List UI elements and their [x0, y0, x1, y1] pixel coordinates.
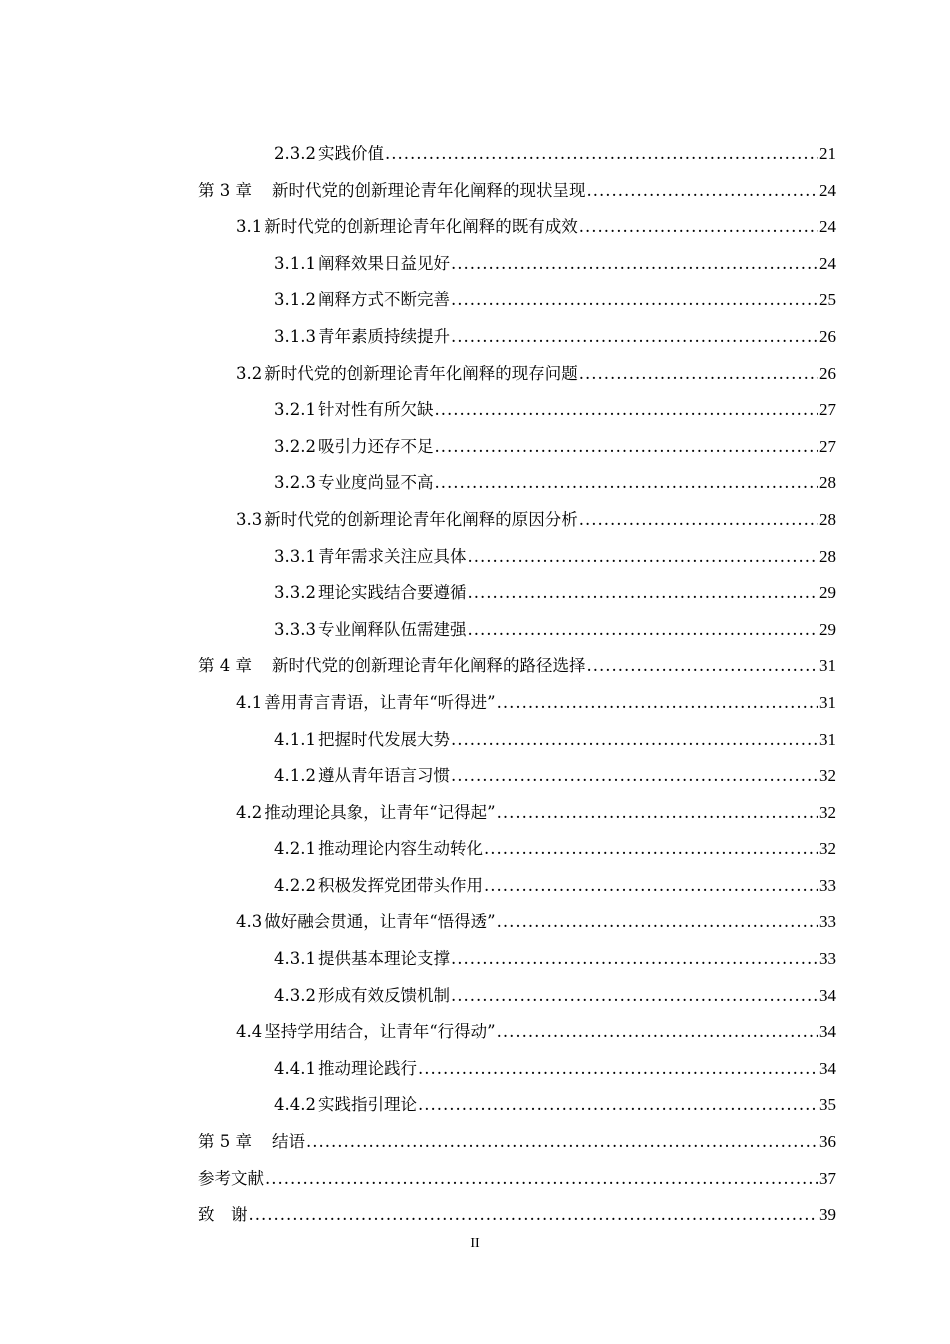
toc-entry-number: 4.2.1	[274, 839, 316, 859]
toc-entry[interactable]	[198, 246, 836, 283]
toc-entry[interactable]	[198, 136, 836, 173]
toc-entry[interactable]	[198, 173, 836, 210]
toc-entry-number: 3.3.3	[274, 619, 316, 639]
toc-entry[interactable]	[198, 282, 836, 319]
toc-entry-number: 第 4 章	[198, 656, 252, 676]
toc-entry[interactable]	[198, 502, 836, 539]
toc-entry-number: 第 3 章	[198, 180, 252, 200]
toc-entry-title: 做好融会贯通，让青年“悟得透”	[264, 912, 496, 932]
dot-leader	[434, 392, 818, 429]
toc-entry-title: 推动理论内容生动转化	[317, 839, 483, 859]
toc-entry[interactable]	[198, 722, 836, 759]
dot-leader	[385, 136, 818, 173]
toc-entry-page: 25	[819, 290, 836, 310]
dot-leader	[579, 502, 818, 539]
toc-entry-page: 32	[819, 766, 836, 786]
toc-entry-title: 吸引力还存不足	[317, 436, 434, 456]
toc-entry[interactable]	[198, 539, 836, 576]
toc-entry[interactable]	[198, 612, 836, 649]
dot-leader	[497, 904, 818, 941]
toc-entry-title: 实践指引理论	[317, 1095, 417, 1115]
toc-entry[interactable]	[198, 1161, 836, 1198]
dot-leader	[467, 575, 818, 612]
toc-entry[interactable]	[198, 575, 836, 612]
toc-entry-page: 37	[819, 1168, 836, 1188]
dot-leader	[497, 1014, 818, 1051]
toc-entry-title: 青年需求关注应具体	[317, 546, 467, 566]
dot-leader	[249, 1197, 819, 1234]
toc-entry[interactable]	[198, 429, 836, 466]
toc-entry-page: 31	[819, 692, 836, 712]
dot-leader	[467, 539, 818, 576]
toc-entry-page: 33	[819, 875, 836, 895]
toc-entry-page: 26	[819, 326, 836, 346]
toc-entry-number: 4.1.1	[274, 729, 316, 749]
toc-entry[interactable]	[198, 904, 836, 941]
dot-leader	[451, 941, 818, 978]
dot-leader	[418, 1087, 818, 1124]
toc-entry-page: 29	[819, 619, 836, 639]
dot-leader	[451, 319, 818, 356]
toc-entry-page: 28	[819, 546, 836, 566]
toc-entry[interactable]	[198, 1124, 836, 1161]
table-of-contents	[198, 136, 836, 1234]
toc-entry-number: 3.3.1	[274, 546, 316, 566]
dot-leader	[418, 1051, 818, 1088]
toc-entry-page: 32	[819, 839, 836, 859]
toc-entry-title: 致 谢	[198, 1205, 248, 1225]
toc-entry-number: 4.1.2	[274, 766, 316, 786]
toc-entry-number: 3.3.2	[274, 583, 316, 603]
toc-entry-page: 31	[819, 729, 836, 749]
toc-entry-page: 21	[819, 144, 836, 163]
toc-entry-title: 针对性有所欠缺	[317, 400, 434, 420]
toc-entry-page: 32	[819, 802, 836, 822]
toc-entry[interactable]	[198, 1197, 836, 1234]
toc-entry-number: 4.4.1	[274, 1058, 316, 1078]
toc-entry-title: 形成有效反馈机制	[317, 985, 450, 1005]
toc-entry-title: 新时代党的创新理论青年化阐释的既有成效	[264, 217, 578, 237]
toc-entry-number: 第 5 章	[198, 1132, 252, 1152]
toc-entry[interactable]	[198, 356, 836, 393]
toc-entry-title: 提供基本理论支撑	[317, 949, 450, 969]
toc-entry[interactable]	[198, 685, 836, 722]
toc-entry[interactable]	[198, 758, 836, 795]
toc-entry-number: 3.2.2	[274, 436, 316, 456]
dot-leader	[451, 282, 818, 319]
toc-entry[interactable]	[198, 795, 836, 832]
toc-entry-number: 4.3.2	[274, 985, 316, 1005]
dot-leader	[306, 1124, 818, 1161]
toc-entry-number: 3.2.3	[274, 473, 316, 493]
toc-entry-page: 31	[819, 656, 836, 676]
toc-entry-page: 24	[819, 180, 836, 200]
toc-entry-number: 3.1.2	[274, 290, 316, 310]
toc-entry[interactable]	[198, 1014, 836, 1051]
toc-entry-number: 3.1.3	[274, 326, 316, 346]
dot-leader	[467, 612, 818, 649]
dot-leader	[265, 1161, 818, 1198]
dot-leader	[497, 795, 818, 832]
dot-leader	[579, 209, 818, 246]
toc-entry-page: 33	[819, 949, 836, 969]
toc-entry-title: 坚持学用结合，让青年“行得动”	[264, 1022, 496, 1042]
dot-leader	[579, 356, 818, 393]
dot-leader	[451, 758, 818, 795]
toc-entry-title: 青年素质持续提升	[317, 326, 450, 346]
toc-entry-title: 积极发挥党团带头作用	[317, 875, 483, 895]
toc-entry-number: 3.1.1	[274, 253, 316, 273]
toc-entry-number: 4.3.1	[274, 949, 316, 969]
toc-entry-title: 阐释方式不断完善	[317, 290, 450, 310]
dot-leader	[484, 831, 818, 868]
toc-entry-number: 3.2.1	[274, 400, 316, 420]
toc-entry-title: 遵从青年语言习惯	[317, 766, 450, 786]
toc-entry[interactable]	[198, 868, 836, 905]
toc-entry-title: 结语	[272, 1132, 305, 1152]
toc-entry[interactable]	[198, 978, 836, 1015]
toc-entry-number: 4.2.2	[274, 875, 316, 895]
toc-entry-number: 4.4	[236, 1022, 263, 1042]
toc-entry[interactable]	[198, 209, 836, 246]
toc-entry-title: 新时代党的创新理论青年化阐释的现状呈现	[272, 180, 586, 200]
toc-entry-page: 26	[819, 363, 836, 383]
toc-entry-page: 39	[819, 1205, 836, 1225]
page-number-footer: II	[470, 1236, 480, 1251]
toc-entry-title: 推动理论践行	[317, 1058, 417, 1078]
toc-entry-title: 把握时代发展大势	[317, 729, 450, 749]
dot-leader	[451, 978, 818, 1015]
toc-entry-number: 3.2	[236, 363, 263, 383]
toc-entry-number: 4.1	[236, 692, 263, 712]
toc-entry-title: 参考文献	[198, 1168, 264, 1188]
toc-entry-title: 新时代党的创新理论青年化阐释的现存问题	[264, 363, 578, 383]
toc-entry-page: 27	[819, 436, 836, 456]
toc-entry-page: 27	[819, 400, 836, 420]
toc-entry[interactable]	[198, 319, 836, 356]
toc-entry-number: 4.4.2	[274, 1095, 316, 1115]
toc-entry-number: 4.3	[236, 912, 263, 932]
toc-entry-page: 34	[819, 1022, 836, 1042]
toc-entry-title: 新时代党的创新理论青年化阐释的原因分析	[264, 509, 578, 529]
toc-entry-page: 28	[819, 509, 836, 529]
dot-leader	[451, 722, 818, 759]
toc-entry-page: 35	[819, 1095, 836, 1115]
toc-entry-title: 阐释效果日益见好	[317, 253, 450, 273]
toc-entry-number: 4.2	[236, 802, 263, 822]
toc-entry-title: 实践价值	[317, 144, 384, 163]
toc-entry-page: 28	[819, 473, 836, 493]
dot-leader	[497, 685, 818, 722]
toc-entry-page: 33	[819, 912, 836, 932]
toc-entry-page: 36	[819, 1132, 836, 1152]
toc-entry-page: 24	[819, 253, 836, 273]
dot-leader	[434, 465, 818, 502]
toc-entry-page: 24	[819, 217, 836, 237]
toc-entry-number: 3.3	[236, 509, 263, 529]
toc-entry-number: 2.3.2	[274, 144, 316, 163]
toc-entry-page: 34	[819, 985, 836, 1005]
toc-entry-title: 新时代党的创新理论青年化阐释的路径选择	[272, 656, 586, 676]
toc-entry[interactable]	[198, 831, 836, 868]
toc-entry-page: 34	[819, 1058, 836, 1078]
dot-leader	[587, 173, 819, 210]
dot-leader	[484, 868, 818, 905]
dot-leader	[451, 246, 818, 283]
dot-leader	[587, 648, 819, 685]
toc-entry[interactable]	[198, 1051, 836, 1088]
toc-entry-title: 理论实践结合要遵循	[317, 583, 467, 603]
dot-leader	[434, 429, 818, 466]
toc-entry-title: 专业度尚显不高	[317, 473, 434, 493]
toc-entry[interactable]	[198, 648, 836, 685]
toc-entry-title: 善用青言青语，让青年“听得进”	[264, 692, 496, 712]
toc-entry-page: 29	[819, 583, 836, 603]
toc-entry-number: 3.1	[236, 217, 263, 237]
toc-entry-title: 推动理论具象，让青年“记得起”	[264, 802, 496, 822]
toc-entry-title: 专业阐释队伍需建强	[317, 619, 467, 639]
toc-entry[interactable]	[198, 941, 836, 978]
toc-entry[interactable]	[198, 1087, 836, 1124]
toc-entry[interactable]	[198, 465, 836, 502]
toc-entry[interactable]	[198, 392, 836, 429]
